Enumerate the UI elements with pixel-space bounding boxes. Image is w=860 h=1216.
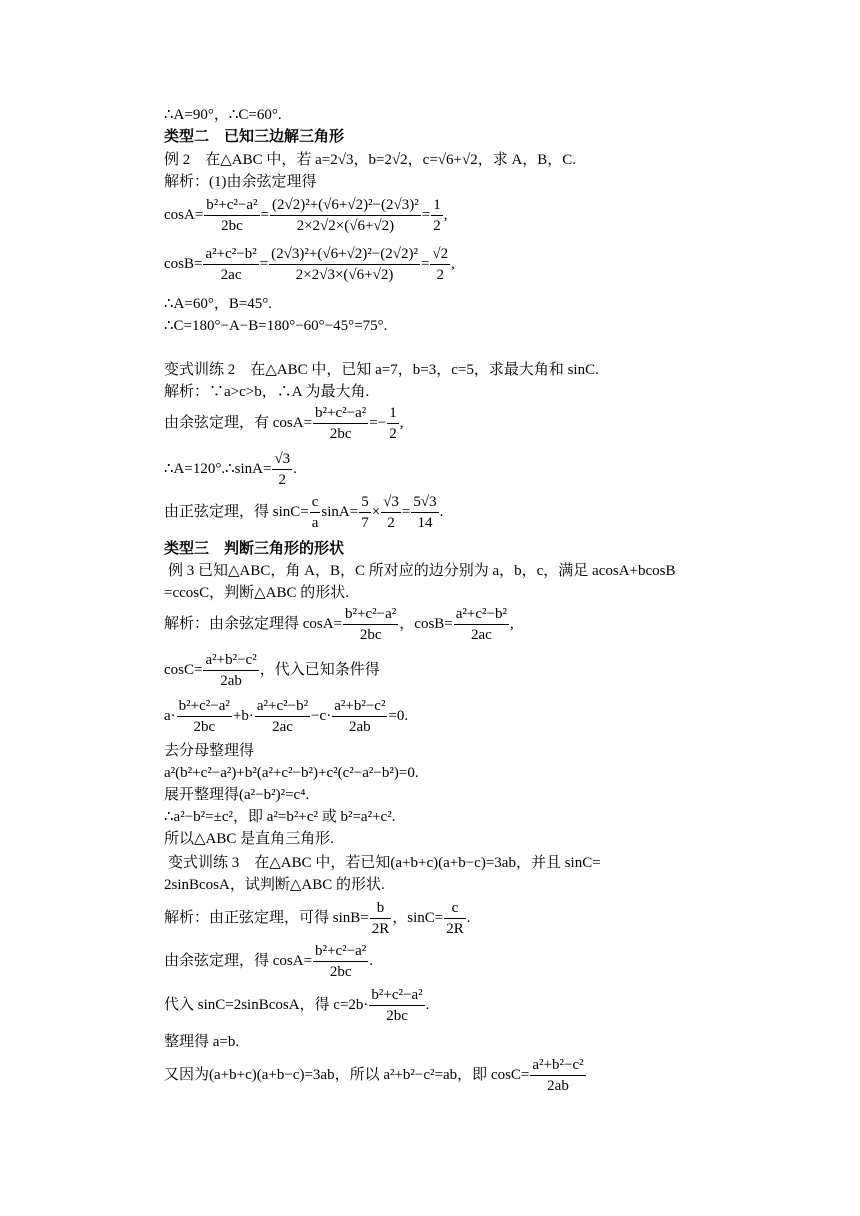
section-heading-type3: 类型三 判断三角形的形状 <box>164 541 345 557</box>
text-line: 解析：∵a>c>b，∴A 为最大角. <box>164 384 370 400</box>
fraction <box>203 245 258 284</box>
denominator: 2R <box>446 921 464 937</box>
text-segment: 解析：由余弦定理得 cosA= <box>164 615 343 632</box>
denominator: 2R <box>371 921 390 937</box>
text-segment: = <box>421 206 431 223</box>
text-line: 所以△ABC 是直角三角形. <box>164 831 334 847</box>
numerator: b²+c²−a² <box>369 986 424 1006</box>
variant-training-3-statement-cont: 2sinBcosA，试判断△ABC 的形状. <box>164 877 385 893</box>
fraction <box>313 942 368 981</box>
text-segment: . <box>439 503 444 520</box>
denominator: 2ac <box>220 267 242 283</box>
formula-line <box>164 651 380 690</box>
variant-training-2-statement: 变式训练 2 在△ABC 中，已知 a=7，b=3，c=5，求最大角和 sinC. <box>164 362 599 378</box>
fraction <box>430 245 450 284</box>
fraction <box>272 450 292 489</box>
text-segment: . <box>369 952 374 969</box>
text-segment: = <box>401 503 411 520</box>
text-segment: −c· <box>311 707 332 724</box>
formula-line <box>164 986 429 1025</box>
text-segment: cosC= <box>164 661 203 678</box>
text-segment: , <box>443 206 448 223</box>
denominator: 2ab <box>349 719 371 735</box>
text-line: ∴A=60°，B=45°. <box>164 296 273 312</box>
variant-training-3-statement: 变式训练 3 在△ABC 中，若已知(a+b+c)(a+b−c)=3ab，并且 sinC= <box>168 855 601 871</box>
fraction <box>313 404 368 443</box>
text-segment: 由余弦定理，得 cosA= <box>164 952 313 969</box>
formula-line <box>164 450 297 489</box>
text-line: 去分母整理得 <box>164 743 255 759</box>
numerator: (2√3)²+(√6+√2)²−(2√2)² <box>269 245 420 265</box>
numerator: b²+c²−a² <box>204 196 259 216</box>
example-3-statement: 例 3 已知△ABC，角 A，B，C 所对应的边分别为 a，b，c，满足 acosA+bcosB <box>168 563 676 579</box>
fraction <box>177 697 232 736</box>
fraction <box>444 899 466 938</box>
numerator: b²+c²−a² <box>343 605 398 625</box>
numerator: √3 <box>272 450 292 470</box>
formula-line <box>164 1056 587 1095</box>
fraction <box>411 493 438 532</box>
numerator: b²+c²−a² <box>313 404 368 424</box>
text-line: 展开整理得(a²−b²)²=c⁴. <box>164 787 310 803</box>
fraction <box>530 1056 585 1095</box>
denominator: 2ac <box>272 719 293 735</box>
fraction <box>332 697 387 736</box>
denominator: 2 <box>389 426 397 442</box>
denominator: 2ab <box>547 1078 569 1094</box>
fraction <box>381 493 401 532</box>
denominator: 2ac <box>470 627 492 643</box>
text-segment: ∴A=120°.∴sinA= <box>164 460 272 477</box>
text-segment: , <box>399 414 404 431</box>
text-segment: = <box>260 206 269 223</box>
formula-cosB-line <box>164 245 455 284</box>
text-line: ∴A=90°，∴C=60°. <box>164 107 282 123</box>
numerator: (2√2)²+(√6+√2)²−(2√3)² <box>270 196 421 216</box>
denominator: 2×2√3×(√6+√2) <box>295 267 394 283</box>
fraction <box>359 493 371 532</box>
denominator: 2bc <box>193 719 216 735</box>
fraction <box>310 493 321 532</box>
formula-line <box>164 493 443 532</box>
section-heading-type2: 类型二 已知三边解三角形 <box>164 129 345 145</box>
denominator: 2 <box>433 218 441 234</box>
example-3-statement-cont: =ccosC，判断△ABC 的形状. <box>164 585 349 601</box>
fraction <box>204 196 259 235</box>
text-segment: = <box>420 255 430 272</box>
text-segment: +b· <box>232 707 254 724</box>
numerator: √3 <box>381 493 401 513</box>
text-line: a²(b²+c²−a²)+b²(a²+c²−b²)+c²(c²−a²−b²)=0. <box>164 765 419 781</box>
numerator: b²+c²−a² <box>313 942 368 962</box>
text-segment: 由正弦定理，得 sinC= <box>164 503 309 520</box>
fraction <box>203 651 258 690</box>
text-segment: =0. <box>388 707 409 724</box>
text-segment: cosA= <box>164 206 204 223</box>
denominator: 2 <box>387 515 395 531</box>
numerator: 5 <box>359 493 371 513</box>
fraction <box>387 404 399 443</box>
denominator: 2ab <box>220 673 242 689</box>
text-segment: 代入 sinC=2sinBcosA，得 c=2b· <box>164 996 369 1013</box>
text-line: 整理得 a=b. <box>164 1034 240 1050</box>
numerator: a²+b²−c² <box>203 651 258 671</box>
text-segment: . <box>466 909 471 926</box>
text-segment: cosB= <box>164 255 203 272</box>
fraction <box>255 697 310 736</box>
text-segment: ，cosB= <box>399 615 453 632</box>
denominator: 2bc <box>359 627 382 643</box>
denominator: 2bc <box>221 218 243 234</box>
text-segment: 由余弦定理，有 cosA= <box>164 414 313 431</box>
numerator: a²+b²−c² <box>332 697 387 717</box>
fraction <box>370 899 392 938</box>
denominator: a <box>311 515 319 531</box>
text-segment: ，sinC= <box>392 909 444 926</box>
text-segment: × <box>371 503 381 520</box>
numerator: a²+b²−c² <box>530 1056 585 1076</box>
numerator: √2 <box>430 245 450 265</box>
text-line: ∴C=180°−A−B=180°−60°−45°=75°. <box>164 318 388 334</box>
text-segment: a· <box>164 707 176 724</box>
text-segment: . <box>293 460 297 477</box>
text-segment: sinA= <box>321 503 359 520</box>
formula-line <box>164 404 403 443</box>
denominator: 2bc <box>329 964 352 980</box>
text-segment: ，代入已知条件得 <box>259 661 380 678</box>
fraction <box>343 605 398 644</box>
denominator: 14 <box>417 515 433 531</box>
numerator: b²+c²−a² <box>177 697 232 717</box>
denominator: 2bc <box>386 1008 408 1024</box>
numerator: 5√3 <box>411 493 438 513</box>
fraction <box>431 196 443 235</box>
solution-label: 解析：(1)由余弦定理得 <box>164 174 317 190</box>
text-segment: = <box>259 255 269 272</box>
example-2-statement: 例 2 在△ABC 中，若 a=2√3，b=2√2，c=√6+√2，求 A，B，C. <box>164 152 577 168</box>
denominator: 2 <box>278 472 287 488</box>
text-segment: 又因为(a+b+c)(a+b−c)=3ab，所以 a²+b²−c²=ab，即 cosC= <box>164 1066 530 1083</box>
text-line: ∴a²−b²=±c²，即 a²=b²+c² 或 b²=a²+c². <box>164 809 396 825</box>
numerator: c <box>444 899 466 919</box>
text-segment: , <box>509 615 514 632</box>
formula-line <box>164 605 514 644</box>
text-segment: . <box>425 996 430 1013</box>
formula-cosA-line <box>164 196 448 235</box>
text-segment: , <box>451 255 455 272</box>
denominator: 7 <box>361 515 369 531</box>
text-segment: =− <box>369 414 387 431</box>
fraction <box>270 196 421 235</box>
numerator: a²+c²−b² <box>255 697 310 717</box>
formula-line <box>164 697 408 736</box>
fraction <box>369 986 424 1025</box>
numerator: a²+c²−b² <box>454 605 509 625</box>
formula-line <box>164 942 373 981</box>
text-segment: 解析：由正弦定理，可得 sinB= <box>164 909 369 926</box>
numerator: 1 <box>387 404 399 424</box>
numerator: c <box>310 493 321 513</box>
fraction <box>269 245 420 284</box>
numerator: a²+c²−b² <box>203 245 258 265</box>
denominator: 2 <box>436 267 445 283</box>
denominator: 2bc <box>329 426 352 442</box>
denominator: 2×2√2×(√6+√2) <box>296 218 395 234</box>
numerator: b <box>370 899 392 919</box>
fraction <box>454 605 509 644</box>
numerator: 1 <box>431 196 443 216</box>
formula-line <box>164 899 471 938</box>
